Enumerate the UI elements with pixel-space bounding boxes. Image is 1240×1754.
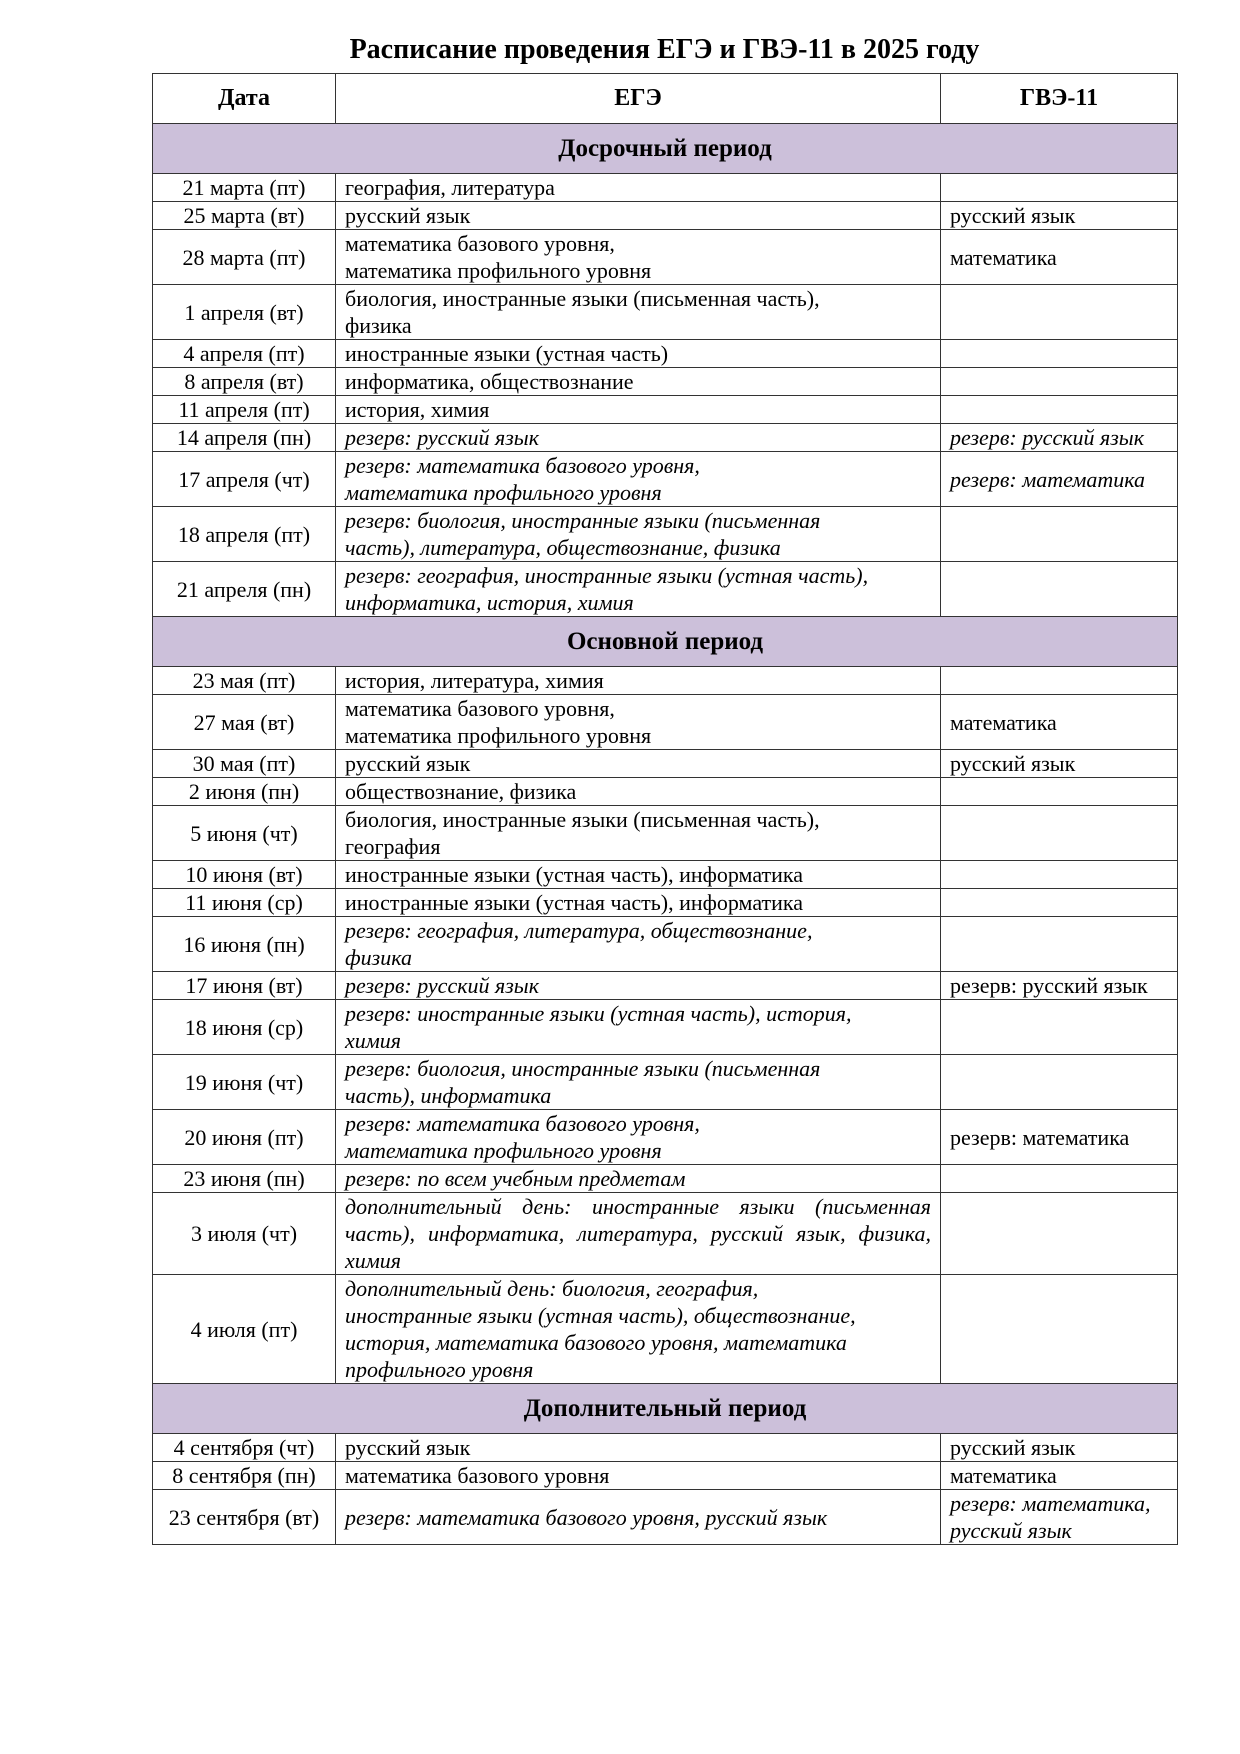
row-date: 23 мая (пт) <box>153 667 336 695</box>
gve-text: математика <box>950 244 1057 270</box>
table-row <box>153 667 1178 695</box>
gve-text: русский язык <box>950 203 1076 228</box>
table-row <box>153 230 1178 285</box>
row-gve-subjects <box>941 507 1178 562</box>
row-ege-subjects <box>336 750 941 778</box>
gve-text: резерв: русский язык <box>950 973 1148 998</box>
gve-text: резерв: математика, русский язык <box>950 1491 1151 1543</box>
ege-text: история, химия <box>345 397 490 422</box>
row-date: 10 июня (вт) <box>153 861 336 889</box>
row-ege-subjects <box>336 424 941 452</box>
row-gve-subjects <box>941 861 1178 889</box>
ege-text: русский язык <box>345 1435 471 1460</box>
ege-text: история, литература, химия <box>345 668 604 693</box>
row-date: 28 марта (пт) <box>153 230 336 285</box>
period-title: Дополнительный период <box>153 1384 1178 1434</box>
ege-text: резерв: русский язык <box>345 973 539 998</box>
table-row <box>153 917 1178 972</box>
table-row <box>153 695 1178 750</box>
ege-text: дополнительный день: биология, география, иностранные языки (устная часть), обществознание, история, математика базового уровня, математика профильного уровня <box>345 1276 856 1382</box>
row-ege-subjects <box>336 861 941 889</box>
table-row <box>153 202 1178 230</box>
ege-text: резерв: география, иностранные языки (устная часть), информатика, история, химия <box>345 563 869 615</box>
table-row <box>153 368 1178 396</box>
header-gve: ГВЭ-11 <box>941 74 1178 124</box>
row-date: 4 апреля (пт) <box>153 340 336 368</box>
row-ege-subjects <box>336 562 941 617</box>
row-ege-subjects <box>336 889 941 917</box>
period-title: Основной период <box>153 617 1178 667</box>
ege-text: резерв: математика базового уровня, русский язык <box>345 1504 828 1530</box>
row-ege-subjects <box>336 285 941 340</box>
gve-text: резерв: математика <box>950 1124 1130 1150</box>
row-ege-subjects <box>336 695 941 750</box>
row-ege-subjects <box>336 507 941 562</box>
row-gve-subjects <box>941 202 1178 230</box>
table-row <box>153 452 1178 507</box>
row-ege-subjects <box>336 667 941 695</box>
header-date: Дата <box>153 74 336 124</box>
row-date: 14 апреля (пн) <box>153 424 336 452</box>
ege-text: резерв: математика базового уровня, математика профильного уровня <box>345 453 700 505</box>
row-gve-subjects <box>941 1434 1178 1462</box>
ege-text: иностранные языки (устная часть) <box>345 341 669 366</box>
row-gve-subjects <box>941 174 1178 202</box>
ege-text: русский язык <box>345 751 471 776</box>
row-date: 8 апреля (вт) <box>153 368 336 396</box>
table-row <box>153 1000 1178 1055</box>
ege-text: математика базового уровня, математика профильного уровня <box>345 696 652 748</box>
table-row <box>153 1193 1178 1275</box>
ege-text: резерв: биология, иностранные языки (письменная часть), информатика <box>345 1056 821 1108</box>
row-date: 19 июня (чт) <box>153 1055 336 1110</box>
row-gve-subjects <box>941 1490 1178 1545</box>
row-date: 16 июня (пн) <box>153 917 336 972</box>
row-ege-subjects <box>336 1275 941 1384</box>
table-row <box>153 174 1178 202</box>
ege-text: математика базового уровня <box>345 1463 610 1488</box>
row-gve-subjects <box>941 1275 1178 1384</box>
gve-text: резерв: русский язык <box>950 425 1144 450</box>
table-row <box>153 972 1178 1000</box>
row-ege-subjects <box>336 1110 941 1165</box>
row-ege-subjects <box>336 396 941 424</box>
ege-text: резерв: русский язык <box>345 425 539 450</box>
gve-text: русский язык <box>950 1435 1076 1460</box>
row-ege-subjects <box>336 1490 941 1545</box>
ege-text: обществознание, физика <box>345 779 577 804</box>
row-gve-subjects <box>941 889 1178 917</box>
row-date: 21 апреля (пн) <box>153 562 336 617</box>
schedule-table <box>152 73 1178 1545</box>
table-row <box>153 285 1178 340</box>
row-ege-subjects <box>336 972 941 1000</box>
ege-text: резерв: математика базового уровня, математика профильного уровня <box>345 1111 700 1163</box>
row-date: 11 июня (ср) <box>153 889 336 917</box>
gve-text: математика <box>950 709 1057 735</box>
row-date: 25 марта (вт) <box>153 202 336 230</box>
table-row <box>153 1275 1178 1384</box>
table-row <box>153 340 1178 368</box>
row-gve-subjects <box>941 396 1178 424</box>
row-date: 27 мая (вт) <box>153 695 336 750</box>
table-row <box>153 1434 1178 1462</box>
row-date: 8 сентября (пн) <box>153 1462 336 1490</box>
ege-text: русский язык <box>345 203 471 228</box>
row-gve-subjects <box>941 230 1178 285</box>
row-gve-subjects <box>941 424 1178 452</box>
row-date: 4 июля (пт) <box>153 1275 336 1384</box>
table-row <box>153 507 1178 562</box>
row-date: 5 июня (чт) <box>153 806 336 861</box>
ege-text: география, литература <box>345 175 555 200</box>
ege-text: информатика, обществознание <box>345 369 634 394</box>
ege-text: математика базового уровня, математика профильного уровня <box>345 231 652 283</box>
gve-text: математика <box>950 1463 1057 1488</box>
row-gve-subjects <box>941 917 1178 972</box>
row-gve-subjects <box>941 1055 1178 1110</box>
page-title: Расписание проведения ЕГЭ и ГВЭ-11 в 2025 году <box>349 34 980 65</box>
row-date: 4 сентября (чт) <box>153 1434 336 1462</box>
row-ege-subjects <box>336 202 941 230</box>
ege-text: резерв: география, литература, обществознание, физика <box>345 918 813 970</box>
row-ege-subjects <box>336 1165 941 1193</box>
table-row <box>153 861 1178 889</box>
row-gve-subjects <box>941 1165 1178 1193</box>
row-gve-subjects <box>941 285 1178 340</box>
row-ege-subjects <box>336 806 941 861</box>
period-header-row <box>153 1384 1178 1434</box>
table-row <box>153 424 1178 452</box>
ege-text: биология, иностранные языки (письменная часть), физика <box>345 286 820 338</box>
ege-text: биология, иностранные языки (письменная часть), география <box>345 807 820 859</box>
row-date: 17 апреля (чт) <box>153 452 336 507</box>
header-ege: ЕГЭ <box>336 74 941 124</box>
row-gve-subjects <box>941 1193 1178 1275</box>
row-date: 3 июля (чт) <box>153 1193 336 1275</box>
row-gve-subjects <box>941 806 1178 861</box>
row-date: 21 марта (пт) <box>153 174 336 202</box>
row-ege-subjects <box>336 1434 941 1462</box>
row-date: 18 апреля (пт) <box>153 507 336 562</box>
row-ege-subjects <box>336 917 941 972</box>
period-header-row <box>153 617 1178 667</box>
table-row <box>153 562 1178 617</box>
table-row <box>153 1490 1178 1545</box>
table-row <box>153 778 1178 806</box>
ege-text: иностранные языки (устная часть), информатика <box>345 862 804 887</box>
row-date: 1 апреля (вт) <box>153 285 336 340</box>
row-gve-subjects <box>941 972 1178 1000</box>
period-header-row <box>153 124 1178 174</box>
row-date: 30 мая (пт) <box>153 750 336 778</box>
gve-text: резерв: математика <box>950 466 1146 492</box>
row-ege-subjects <box>336 1000 941 1055</box>
table-row <box>153 806 1178 861</box>
row-ege-subjects <box>336 340 941 368</box>
ege-text: резерв: биология, иностранные языки (письменная часть), литература, обществознание, физика <box>345 508 821 560</box>
table-row <box>153 1110 1178 1165</box>
row-gve-subjects <box>941 1110 1178 1165</box>
row-gve-subjects <box>941 1000 1178 1055</box>
ege-text: иностранные языки (устная часть), информатика <box>345 890 804 915</box>
gve-text: русский язык <box>950 751 1076 776</box>
row-ege-subjects <box>336 230 941 285</box>
row-ege-subjects <box>336 1055 941 1110</box>
row-ege-subjects <box>336 1193 941 1275</box>
row-gve-subjects <box>941 452 1178 507</box>
row-date: 23 сентября (вт) <box>153 1490 336 1545</box>
row-ege-subjects <box>336 452 941 507</box>
row-date: 23 июня (пн) <box>153 1165 336 1193</box>
row-gve-subjects <box>941 1462 1178 1490</box>
row-ege-subjects <box>336 368 941 396</box>
period-title: Досрочный период <box>153 124 1178 174</box>
row-date: 2 июня (пн) <box>153 778 336 806</box>
table-row <box>153 889 1178 917</box>
table-header-row <box>153 74 1178 124</box>
row-date: 11 апреля (пт) <box>153 396 336 424</box>
ege-text: резерв: по всем учебным предметам <box>345 1166 686 1191</box>
ege-text: дополнительный день: иностранные языки (письменная часть), информатика, литература, русский язык, физика, химия <box>345 1194 931 1273</box>
row-gve-subjects <box>941 368 1178 396</box>
table-row <box>153 396 1178 424</box>
table-row <box>153 750 1178 778</box>
ege-text: резерв: иностранные языки (устная часть), история, химия <box>345 1001 852 1053</box>
row-ege-subjects <box>336 1462 941 1490</box>
row-date: 18 июня (ср) <box>153 1000 336 1055</box>
row-ege-subjects <box>336 174 941 202</box>
row-gve-subjects <box>941 340 1178 368</box>
table-row <box>153 1462 1178 1490</box>
table-row <box>153 1055 1178 1110</box>
row-gve-subjects <box>941 562 1178 617</box>
row-gve-subjects <box>941 778 1178 806</box>
table-row <box>153 1165 1178 1193</box>
row-gve-subjects <box>941 667 1178 695</box>
row-ege-subjects <box>336 778 941 806</box>
row-date: 20 июня (пт) <box>153 1110 336 1165</box>
row-gve-subjects <box>941 695 1178 750</box>
row-date: 17 июня (вт) <box>153 972 336 1000</box>
row-gve-subjects <box>941 750 1178 778</box>
